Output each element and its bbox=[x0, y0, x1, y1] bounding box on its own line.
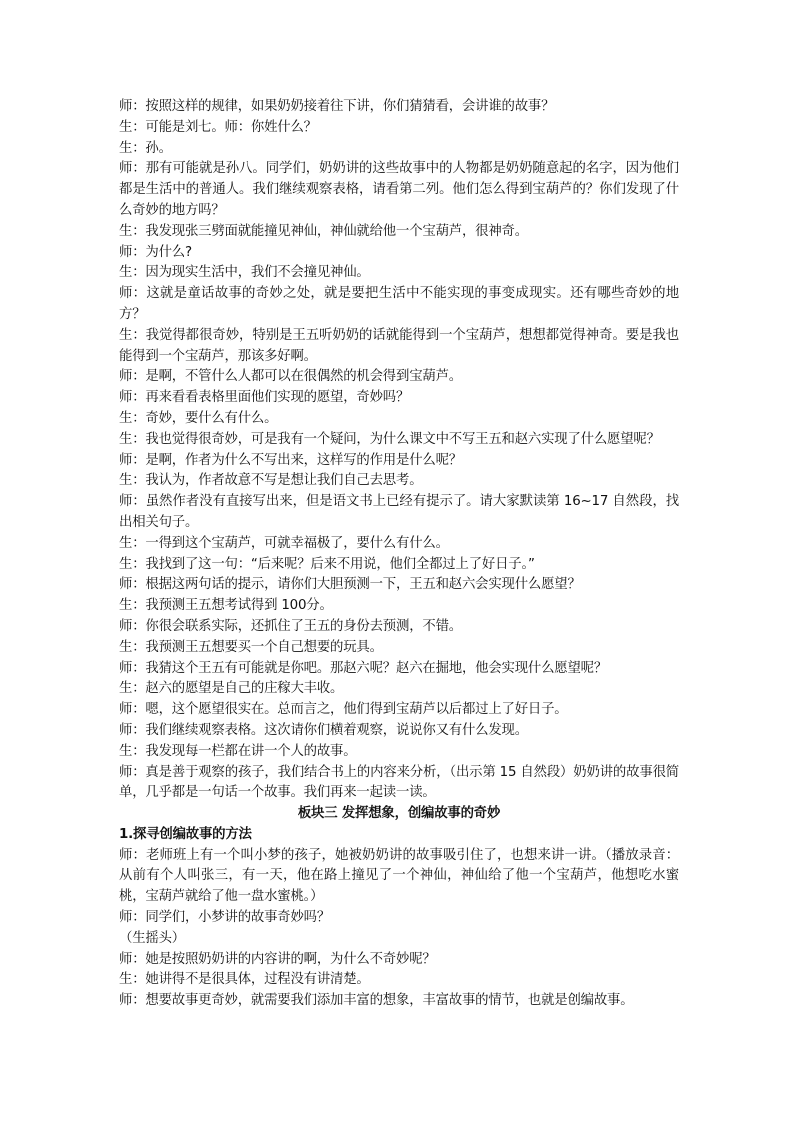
dialogue-line: 师：老师班上有一个叫小梦的孩子，她被奶奶讲的故事吸引住了，也想来讲一讲。（播放录音：从前有个人叫张三，有一天，他在路上撞见了一个神仙，神仙给了他一个宝葫芦，他想吃水蜜桃，宝葫芦就给了他一盘水蜜桃。） bbox=[119, 847, 679, 905]
dialogue-line: 师：嗯，这个愿望很实在。总而言之，他们得到宝葫芦以后都过上了好日子。 bbox=[119, 702, 568, 718]
dialogue-line: 生：我也觉得很奇妙，可是我有一个疑问，为什么课文中不写王五和赵六实现了什么愿望呢？ bbox=[119, 431, 660, 447]
dialogue-line: 生：我认为，作者故意不写是想让我们自己去思考。 bbox=[119, 473, 423, 489]
dialogue-line: 师：我猜这个王五有可能就是你吧。那赵六呢？赵六在掘地，他会实现什么愿望呢？ bbox=[119, 660, 608, 676]
dialogue-line: 生：我发现每一栏都在讲一个人的故事。 bbox=[119, 743, 357, 759]
dialogue-line: 生：赵六的愿望是自己的庄稼大丰收。 bbox=[119, 681, 344, 697]
dialogue-line: 生：我预测王五想要买一个自己想要的玩具。 bbox=[119, 639, 383, 655]
dialogue-line: 师：同学们，小梦讲的故事奇妙吗？ bbox=[119, 910, 331, 926]
dialogue-line: 师：她是按照奶奶讲的内容讲的啊，为什么不奇妙呢？ bbox=[119, 951, 436, 967]
dialogue-line: （生摇头） bbox=[119, 930, 185, 946]
dialogue-line: 生：我预测王五想考试得到 100分。 bbox=[119, 598, 333, 614]
dialogue-line: 生：可能是刘七。师：你姓什么？ bbox=[119, 119, 317, 135]
dialogue-line: 生：奇妙，要什么有什么。 bbox=[119, 410, 278, 426]
section-heading: 板块三 发挥想象，创编故事的奇妙 bbox=[297, 806, 501, 822]
dialogue-line: 师：那有可能就是孙八。同学们，奶奶讲的这些故事中的人物都是奶奶随意起的名字，因为他们都是生活中的普通人。我们继续观察表格，请看第二列。他们怎么得到宝葫芦的？你们发现了什么奇妙的地方吗？ bbox=[119, 161, 679, 218]
document-body bbox=[119, 97, 679, 1012]
dialogue-line: 生：因为现实生活中，我们不会撞见神仙。 bbox=[119, 265, 370, 281]
dialogue-line: 生：我觉得都很奇妙，特别是王五听奶奶的话就能得到一个宝葫芦，想想都觉得神奇。要是我也能得到一个宝葫芦，那该多好啊。 bbox=[119, 327, 679, 364]
dialogue-line: 生：孙。 bbox=[119, 140, 172, 156]
subsection-heading: 1.探寻创编故事的方法 bbox=[119, 826, 252, 842]
dialogue-line: 师：想要故事更奇妙，就需要我们添加丰富的想象，丰富故事的情节，也就是创编故事。 bbox=[119, 993, 634, 1009]
dialogue-line: 师：你很会联系实际，还抓住了王五的身份去预测，不错。 bbox=[119, 618, 462, 634]
dialogue-line: 师：按照这样的规律，如果奶奶接着往下讲，你们猜猜看，会讲谁的故事？ bbox=[119, 99, 555, 114]
dialogue-line: 师：真是善于观察的孩子，我们结合书上的内容来分析，（出示第 15 自然段）奶奶讲的故事很简单，几乎都是一句话一个故事。我们再来一起读一读。 bbox=[119, 764, 679, 801]
dialogue-line: 生：我找到了这一句：“后来呢？后来不用说，他们全都过上了好日子。” bbox=[119, 556, 535, 572]
dialogue-line: 生：她讲得不是很具体，过程没有讲清楚。 bbox=[119, 972, 370, 988]
dialogue-line: 师：是啊，作者为什么不写出来，这样写的作用是什么呢？ bbox=[119, 452, 462, 468]
dialogue-line: 生：我发现张三劈面就能撞见神仙，神仙就给他一个宝葫芦，很神奇。 bbox=[119, 223, 528, 239]
dialogue-line: 师：再来看看表格里面他们实现的愿望，奇妙吗？ bbox=[119, 390, 410, 406]
dialogue-line: 师：我们继续观察表格。这次请你们横着观察，说说你又有什么发现。 bbox=[119, 722, 528, 738]
dialogue-line: 师：为什么? bbox=[119, 244, 192, 260]
dialogue-line: 师：根据这两句话的提示，请你们大胆预测一下，王五和赵六会实现什么愿望？ bbox=[119, 577, 581, 593]
dialogue-line: 师：这就是童话故事的奇妙之处，就是要把生活中不能实现的事变成现实。还有哪些奇妙的地方？ bbox=[119, 286, 679, 322]
dialogue-line: 师：虽然作者没有直接写出来，但是语文书上已经有提示了。请大家默读第 16~17 自然段，找出相关句子。 bbox=[119, 494, 679, 530]
dialogue-line: 师：是啊，不管什么人都可以在很偶然的机会得到宝葫芦。 bbox=[119, 369, 462, 385]
dialogue-line: 生：一得到这个宝葫芦，可就幸福极了，要什么有什么。 bbox=[119, 535, 449, 551]
